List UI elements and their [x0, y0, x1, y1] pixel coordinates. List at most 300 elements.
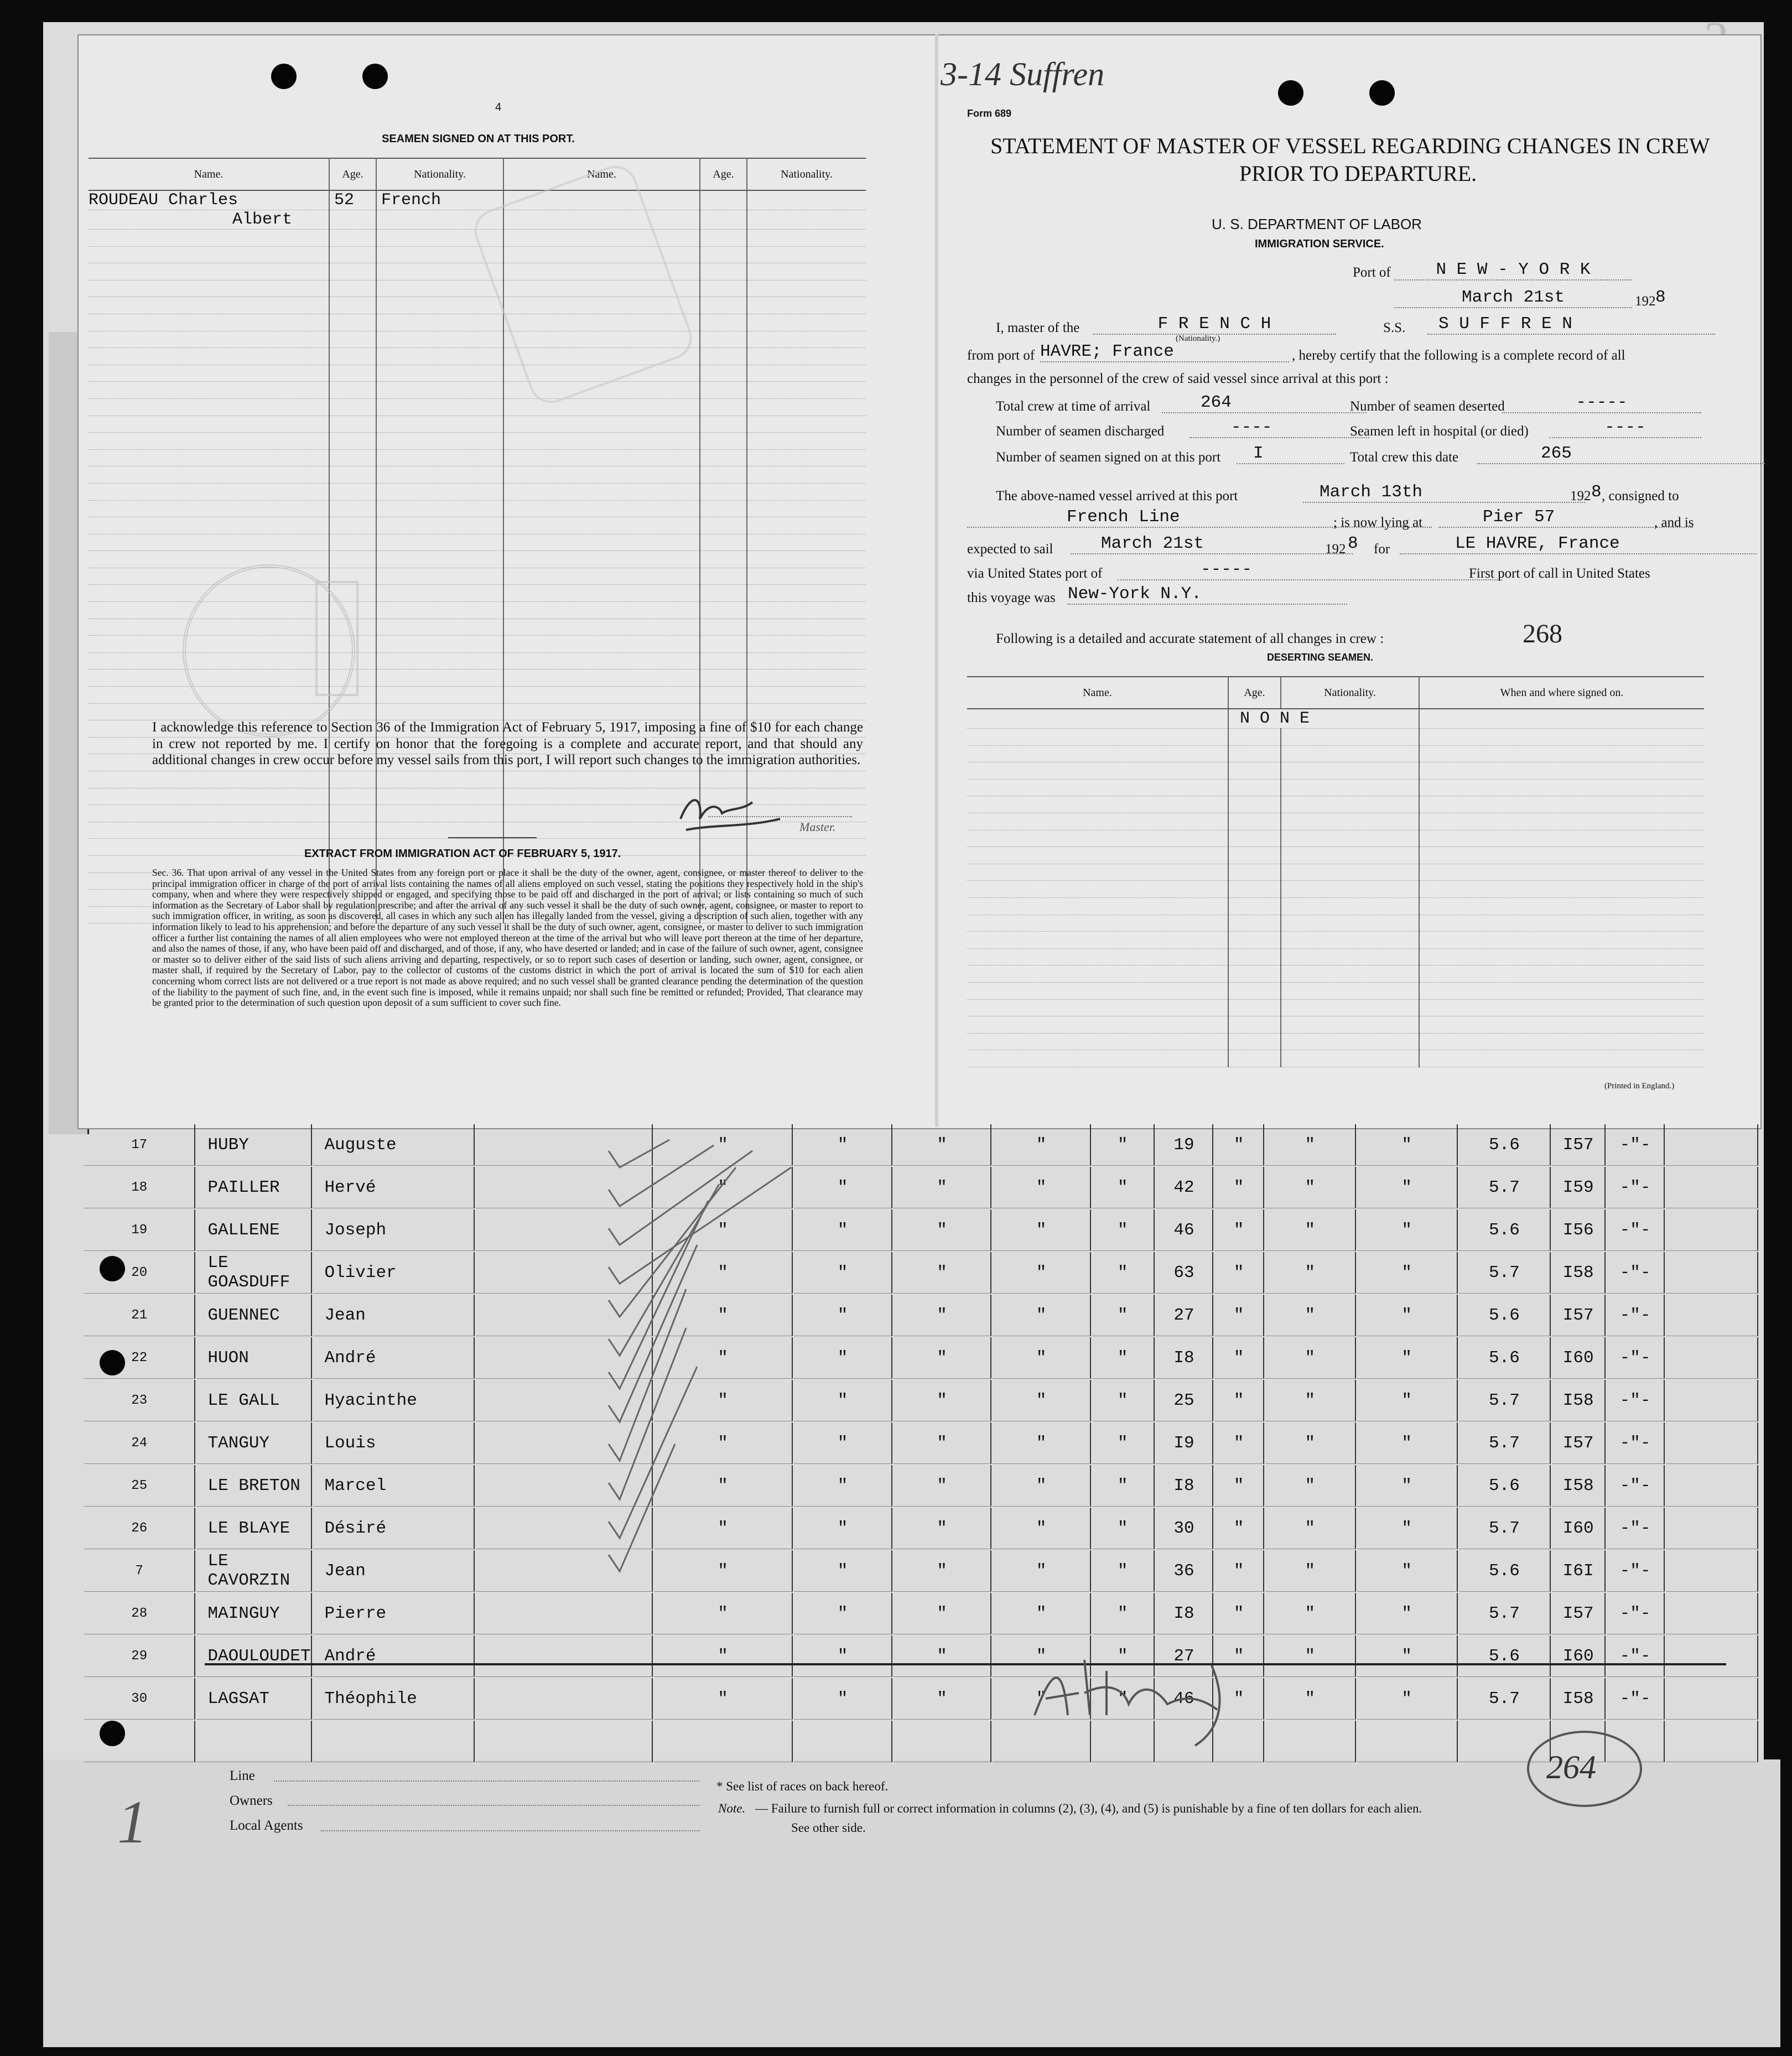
cell-age: 36: [1156, 1550, 1214, 1592]
cell-surname: PAILLER: [196, 1167, 312, 1208]
table-row: [84, 1337, 1758, 1379]
races-note: * See list of races on back hereof.: [716, 1779, 889, 1793]
cell-c7: ": [1265, 1550, 1356, 1592]
cell-line: 25: [84, 1465, 195, 1507]
cell-height: 5.6: [1459, 1465, 1551, 1507]
empty-cell: [1666, 1508, 1758, 1549]
cell-c1: ": [654, 1593, 793, 1634]
empty-cell: [1666, 1593, 1758, 1634]
cell-line: 7: [84, 1550, 195, 1592]
handwritten-total: 268: [1523, 619, 1562, 648]
cell-c2: ": [794, 1678, 892, 1720]
cell-mark: -"-: [1607, 1337, 1665, 1379]
cell-c8: ": [1357, 1295, 1458, 1336]
cell-c2: ": [794, 1252, 892, 1294]
agents-label: Local Agents: [230, 1818, 303, 1833]
total-arrival-label: Total crew at time of arrival: [996, 399, 1151, 414]
cell-c4: ": [993, 1422, 1091, 1464]
cell-c5: ": [1092, 1593, 1155, 1634]
table-row: [84, 1209, 1758, 1251]
cell-c7: ": [1265, 1124, 1356, 1166]
cell-mark: -"-: [1607, 1380, 1665, 1421]
acknowledgement-text: I acknowledge this reference to Section 36 of the Immigration Act of February 5, 1917, imposing a fine of $10 for each change in crew not reported by me. I certify on honor that the foregoing is a complete and accurate report, and that should any additional changes in crew occur before my vessel sails from this port, I will report such changes to the immigration authorities.: [152, 720, 863, 767]
cell-weight: I58: [1552, 1252, 1606, 1294]
cell-c6: ": [1214, 1636, 1264, 1677]
cell-mark: -"-: [1607, 1593, 1665, 1634]
cell-c6: ": [1214, 1550, 1264, 1592]
hospital-label: Seamen left in hospital (or died): [1350, 424, 1529, 439]
master-line: [708, 816, 852, 817]
col-name: Name.: [89, 158, 329, 190]
cell-given: Désiré: [313, 1508, 475, 1549]
cell-c3: ": [894, 1550, 992, 1592]
inspector-signature: [1029, 1638, 1261, 1748]
hospital-field: [1549, 418, 1701, 438]
cell-weight: I57: [1552, 1124, 1606, 1166]
cell-line: 24: [84, 1422, 195, 1464]
cell-c1: ": [654, 1422, 793, 1464]
empty-cell: [1666, 1380, 1758, 1421]
cell-age: I8: [1156, 1465, 1214, 1507]
cell-c7: ": [1265, 1465, 1356, 1507]
cell-mark: -"-: [1607, 1465, 1665, 1507]
expected-label: expected to sail: [967, 542, 1053, 557]
cell-height: 5.7: [1459, 1380, 1551, 1421]
cell-c2: ": [794, 1593, 892, 1634]
cell-weight: I57: [1552, 1295, 1606, 1336]
cell-age: 27: [1156, 1636, 1214, 1677]
cell-surname: GALLENE: [196, 1209, 312, 1251]
cell-c7: ": [1265, 1636, 1356, 1677]
table-row: [84, 1508, 1758, 1549]
cell-c3: ": [894, 1422, 992, 1464]
cell-surname: LE CAVORZIN: [196, 1550, 312, 1592]
cell-mark: -"-: [1607, 1678, 1665, 1720]
cell-c1: ": [654, 1508, 793, 1549]
ss-label: S.S.: [1383, 320, 1406, 335]
total-arrival-field: [1162, 393, 1367, 413]
cell-c6: ": [1214, 1209, 1264, 1251]
ship-value: S U F F R E N: [1438, 314, 1572, 334]
department: U. S. DEPARTMENT OF LABOR: [1212, 216, 1422, 232]
cell-c5: ": [1092, 1678, 1155, 1720]
empty-cell: [654, 1721, 793, 1762]
cell-c4: ": [993, 1124, 1091, 1166]
i-master-label: I, master of the: [996, 320, 1080, 335]
empty-cell: [476, 1721, 653, 1762]
cell-c4: ": [993, 1380, 1091, 1421]
cell-line: 19: [84, 1209, 195, 1251]
cell-c8: ": [1357, 1380, 1458, 1421]
cell-c4: ": [993, 1593, 1091, 1634]
consigned-label: , consigned to: [1602, 489, 1679, 503]
cell-surname: LE GOASDUFF: [196, 1252, 312, 1294]
cell-c3: ": [894, 1252, 992, 1294]
cell-c2: ": [794, 1295, 892, 1336]
cell-mark: -"-: [1607, 1508, 1665, 1549]
punch-hole: [271, 64, 297, 89]
empty-cell: [1666, 1124, 1758, 1166]
from-port-label: from port of: [967, 348, 1035, 363]
cell-c1: ": [654, 1295, 793, 1336]
cell-height: 5.6: [1459, 1124, 1551, 1166]
port-value: N E W - Y O R K: [1436, 260, 1591, 279]
first-call-label: First port of call in United States: [1469, 566, 1650, 581]
empty-cell: [1666, 1337, 1758, 1379]
cell-c8: ": [1357, 1465, 1458, 1507]
cell-c8: ": [1357, 1209, 1458, 1251]
via-label: via United States port of: [967, 566, 1103, 581]
cell-mark: -"-: [1607, 1636, 1665, 1677]
cell-age: 46: [1156, 1678, 1214, 1720]
cell-surname: HUON: [196, 1337, 312, 1379]
cell-given: Louis: [313, 1422, 475, 1464]
cell-c3: ": [894, 1678, 992, 1720]
cell-height: 5.7: [1459, 1252, 1551, 1294]
cell-surname: LE BRETON: [196, 1465, 312, 1507]
line-field: [274, 1780, 700, 1782]
col-nationality: Nationality.: [747, 158, 866, 190]
cell-height: 5.7: [1459, 1678, 1551, 1720]
strike-line: [205, 1663, 1726, 1665]
cell-c5: ": [1092, 1508, 1155, 1549]
see-other: See other side.: [791, 1821, 866, 1835]
cell-c3: ": [894, 1124, 992, 1166]
table-row: [84, 1593, 1758, 1634]
cell-c5: ": [1092, 1465, 1155, 1507]
from-port-value: HAVRE; France: [1040, 342, 1174, 361]
table-row: [84, 1252, 1758, 1294]
cell-line: 20: [84, 1252, 195, 1294]
empty-cell: [1666, 1550, 1758, 1592]
arrived-field: [1303, 482, 1585, 503]
cell-c3: ": [894, 1465, 992, 1507]
cell-given: Jean: [313, 1295, 475, 1336]
voyage-label: this voyage was: [967, 590, 1056, 605]
cell-given: André: [313, 1337, 475, 1379]
sail-year: 8: [1348, 534, 1358, 553]
cell-surname: LE BLAYE: [196, 1508, 312, 1549]
cell-given: Hervé: [313, 1167, 475, 1208]
arrived-year: 8: [1591, 482, 1602, 502]
line-label: Line: [230, 1768, 255, 1783]
nationality-caption: (Nationality.): [1176, 334, 1220, 343]
cell-line: 26: [84, 1508, 195, 1549]
discharged-label: Number of seamen discharged: [996, 424, 1165, 439]
cell-c7: ": [1265, 1380, 1356, 1421]
cell-line: 21: [84, 1295, 195, 1336]
nationality-field: [1093, 314, 1336, 335]
table-row: [84, 1167, 1758, 1208]
owners-field: [288, 1805, 700, 1806]
table-row: [84, 1678, 1758, 1720]
col-nationality: Nationality.: [376, 158, 503, 190]
cell-given: Hyacinthe: [313, 1380, 475, 1421]
empty-cell: [1666, 1209, 1758, 1251]
cell-c1: ": [654, 1167, 793, 1208]
none-entry: N O N E: [1228, 709, 1419, 729]
signed-on-title: SEAMEN SIGNED ON AT THIS PORT.: [382, 133, 575, 145]
table-row: [84, 1422, 1758, 1464]
cell-c6: ": [1214, 1422, 1264, 1464]
cell-c4: ": [993, 1295, 1091, 1336]
empty-cell: [1357, 1721, 1458, 1762]
cell-c4: ": [993, 1465, 1091, 1507]
col-age: Age.: [1228, 677, 1281, 709]
punch-hole: [362, 64, 388, 89]
following-label: Following is a detailed and accurate statement of all changes in crew :: [996, 631, 1384, 646]
col-nationality: Nationality.: [1281, 677, 1419, 709]
circled-number: 264: [1546, 1749, 1596, 1785]
cell-surname: TANGUY: [196, 1422, 312, 1464]
seaman-name: ROUDEAU Charles: [89, 190, 329, 210]
cell-weight: I57: [1552, 1593, 1606, 1634]
cell-line: 18: [84, 1167, 195, 1208]
cell-weight: I6I: [1552, 1550, 1606, 1592]
form-number: Form 689: [967, 108, 1012, 119]
cell-c5: ": [1092, 1636, 1155, 1677]
cell-given: Auguste: [313, 1124, 475, 1166]
cell-height: 5.7: [1459, 1422, 1551, 1464]
total-date-value: 265: [1541, 444, 1572, 463]
cell-c6: ": [1214, 1678, 1264, 1720]
cell-c8: ": [1357, 1422, 1458, 1464]
cell-given: Théophile: [313, 1678, 475, 1720]
cell-c2: ": [794, 1550, 892, 1592]
table-row: [84, 1550, 1758, 1592]
cell-c7: ": [1265, 1422, 1356, 1464]
cell-c1: ": [654, 1380, 793, 1421]
cell-c4: ": [993, 1209, 1091, 1251]
cell-c3: ": [894, 1593, 992, 1634]
cell-c3: ": [894, 1295, 992, 1336]
cell-age: 63: [1156, 1252, 1214, 1294]
total-date-label: Total crew this date: [1350, 450, 1459, 465]
total-date-field: [1477, 444, 1765, 464]
sail-year-prefix: 192: [1325, 542, 1346, 557]
discharged-value: ----: [1231, 418, 1272, 437]
cell-c6: ": [1214, 1508, 1264, 1549]
col-age: Age.: [329, 158, 376, 190]
arrived-year-prefix: 192: [1570, 489, 1591, 503]
cell-mark: -"-: [1607, 1422, 1665, 1464]
cell-c3: ": [894, 1508, 992, 1549]
empty-cell: [794, 1721, 892, 1762]
cell-c5: ": [1092, 1295, 1155, 1336]
service: IMMIGRATION SERVICE.: [1255, 238, 1384, 250]
seaman-nationality: French: [376, 190, 503, 210]
cell-age: 46: [1156, 1209, 1214, 1251]
cell-mark: -"-: [1607, 1124, 1665, 1166]
cell-c5: ": [1092, 1380, 1155, 1421]
cell-c1: ": [654, 1124, 793, 1166]
master-signature: [669, 780, 797, 841]
cell-c2: ": [794, 1380, 892, 1421]
cell-c1: ": [654, 1209, 793, 1251]
changes-text: changes in the personnel of the crew of said vessel since arrival at this port :: [967, 371, 1389, 386]
cell-c7: ": [1265, 1167, 1356, 1208]
deserted-field: [1502, 393, 1701, 413]
deserting-table: [967, 676, 1704, 1067]
cell-c2: ": [794, 1465, 892, 1507]
date-stamp: [315, 581, 359, 696]
empty-cell: [1666, 1167, 1758, 1208]
cell-c7: ": [1265, 1252, 1356, 1294]
empty-cell: [1666, 1678, 1758, 1720]
hospital-value: ----: [1604, 418, 1646, 437]
cell-c1: ": [654, 1465, 793, 1507]
cell-c7: ": [1265, 1209, 1356, 1251]
arrived-label: The above-named vessel arrived at this port: [996, 489, 1238, 503]
cell-c4: ": [993, 1337, 1091, 1379]
cell-given: Jean: [313, 1550, 475, 1592]
cell-c5: ": [1092, 1124, 1155, 1166]
cell-given: Marcel: [313, 1465, 475, 1507]
cell-c7: ": [1265, 1508, 1356, 1549]
cell-c6: ": [1214, 1124, 1264, 1166]
cell-c3: ": [894, 1167, 992, 1208]
cell-c2: ": [794, 1636, 892, 1677]
cell-given: Olivier: [313, 1252, 475, 1294]
cell-c8: ": [1357, 1593, 1458, 1634]
cell-c1: ": [654, 1337, 793, 1379]
cell-c8: ": [1357, 1678, 1458, 1720]
cell-line: 23: [84, 1380, 195, 1421]
cell-height: 5.7: [1459, 1167, 1551, 1208]
table-row: [84, 1636, 1758, 1677]
cell-surname: GUENNEC: [196, 1295, 312, 1336]
empty-cell: [1666, 1252, 1758, 1294]
cell-given: Joseph: [313, 1209, 475, 1251]
port-field: [1394, 260, 1632, 281]
cell-c2: ": [794, 1167, 892, 1208]
cell-weight: I60: [1552, 1337, 1606, 1379]
empty-cell: [313, 1721, 475, 1762]
seaman-age: 52: [329, 190, 376, 210]
cell-age: I8: [1156, 1337, 1214, 1379]
col-name: Name.: [503, 158, 700, 190]
cell-c6: ": [1214, 1337, 1264, 1379]
cell-c4: ": [993, 1508, 1091, 1549]
divider: [448, 837, 537, 838]
cell-c6: ": [1214, 1252, 1264, 1294]
sail-date-field: [1071, 534, 1353, 554]
signed-label: Number of seamen signed on at this port: [996, 450, 1221, 465]
table-row: [84, 1465, 1758, 1507]
cell-line: 29: [84, 1636, 195, 1677]
arrived-value: March 13th: [1320, 482, 1423, 502]
table-row: [84, 1124, 1758, 1166]
cell-c6: ": [1214, 1380, 1264, 1421]
for-label: for: [1374, 542, 1390, 557]
cell-line: 30: [84, 1678, 195, 1720]
cell-line: 28: [84, 1593, 195, 1634]
cell-height: 5.6: [1459, 1550, 1551, 1592]
cell-c2: ": [794, 1337, 892, 1379]
cell-weight: I58: [1552, 1380, 1606, 1421]
cell-c6: ": [1214, 1593, 1264, 1634]
cell-c8: ": [1357, 1252, 1458, 1294]
cell-c3: ": [894, 1337, 992, 1379]
cell-c8: ": [1357, 1636, 1458, 1677]
punch-hole: [1278, 80, 1303, 106]
empty-cell: [1666, 1465, 1758, 1507]
destination-field: [1400, 534, 1757, 554]
crew-manifest-table: [83, 1123, 1759, 1763]
cell-c7: ": [1265, 1593, 1356, 1634]
page-mark: 1: [117, 1788, 148, 1856]
cell-c4: ": [993, 1678, 1091, 1720]
year-suffix: 8: [1655, 288, 1666, 307]
cell-weight: I56: [1552, 1209, 1606, 1251]
cell-weight: I58: [1552, 1678, 1606, 1720]
cell-c6: ": [1214, 1295, 1264, 1336]
owners-label: Owners: [230, 1793, 273, 1808]
cell-age: 27: [1156, 1295, 1214, 1336]
cell-weight: I57: [1552, 1422, 1606, 1464]
cell-c2: ": [794, 1209, 892, 1251]
table-row: [84, 1295, 1758, 1336]
cell-c8: ": [1357, 1550, 1458, 1592]
from-port-field: [1040, 342, 1289, 362]
form-title-2: PRIOR TO DEPARTURE.: [1239, 161, 1477, 186]
deserting-title: DESERTING SEAMEN.: [1267, 652, 1374, 663]
date-field: [1394, 288, 1632, 308]
table-row: [84, 1721, 1758, 1762]
cell-mark: -"-: [1607, 1295, 1665, 1336]
master-label: Master.: [799, 820, 836, 834]
cell-height: 5.6: [1459, 1295, 1551, 1336]
cell-mark: -"-: [1607, 1209, 1665, 1251]
cell-height: 5.6: [1459, 1636, 1551, 1677]
pier-value: Pier 57: [1483, 507, 1555, 527]
year-prefix: 192: [1635, 294, 1656, 309]
empty-cell: [84, 1721, 195, 1762]
certify-text: , hereby certify that the following is a complete record of all: [1292, 348, 1625, 363]
cell-c2: ": [794, 1508, 892, 1549]
cell-c5: ": [1092, 1550, 1155, 1592]
cell-c1: ": [654, 1550, 793, 1592]
empty-cell: [1265, 1721, 1356, 1762]
cell-c2: ": [794, 1124, 892, 1166]
signed-field: [1237, 444, 1344, 464]
note-text: — Failure to furnish full or correct information in columns (2), (3), (4), and (5) is punishable by a fine of ten dollars for each alien.: [755, 1801, 1422, 1815]
page-fold: [935, 34, 938, 1127]
cell-c1: ": [654, 1636, 793, 1677]
cell-line: 17: [84, 1124, 195, 1166]
empty-cell: [894, 1721, 992, 1762]
cell-age: 30: [1156, 1508, 1214, 1549]
col-when-where: When and where signed on.: [1419, 677, 1704, 709]
cell-age: I8: [1156, 1593, 1214, 1634]
pencil-check-marks: [598, 1134, 874, 1688]
cell-c4: ": [993, 1252, 1091, 1294]
cell-height: 5.7: [1459, 1593, 1551, 1634]
cell-c4: ": [993, 1167, 1091, 1208]
cell-age: 19: [1156, 1124, 1214, 1166]
cell-weight: I59: [1552, 1167, 1606, 1208]
cell-age: I9: [1156, 1422, 1214, 1464]
printed-note: (Printed in England.): [1604, 1082, 1675, 1091]
cell-c2: ": [794, 1422, 892, 1464]
cell-weight: I60: [1552, 1636, 1606, 1677]
cell-mark: -"-: [1607, 1550, 1665, 1592]
date-value: March 21st: [1461, 288, 1565, 307]
cell-surname: MAINGUY: [196, 1593, 312, 1634]
cell-c4: ": [993, 1550, 1091, 1592]
and-is-label: , and is: [1654, 515, 1694, 530]
cell-given: André: [313, 1636, 475, 1677]
